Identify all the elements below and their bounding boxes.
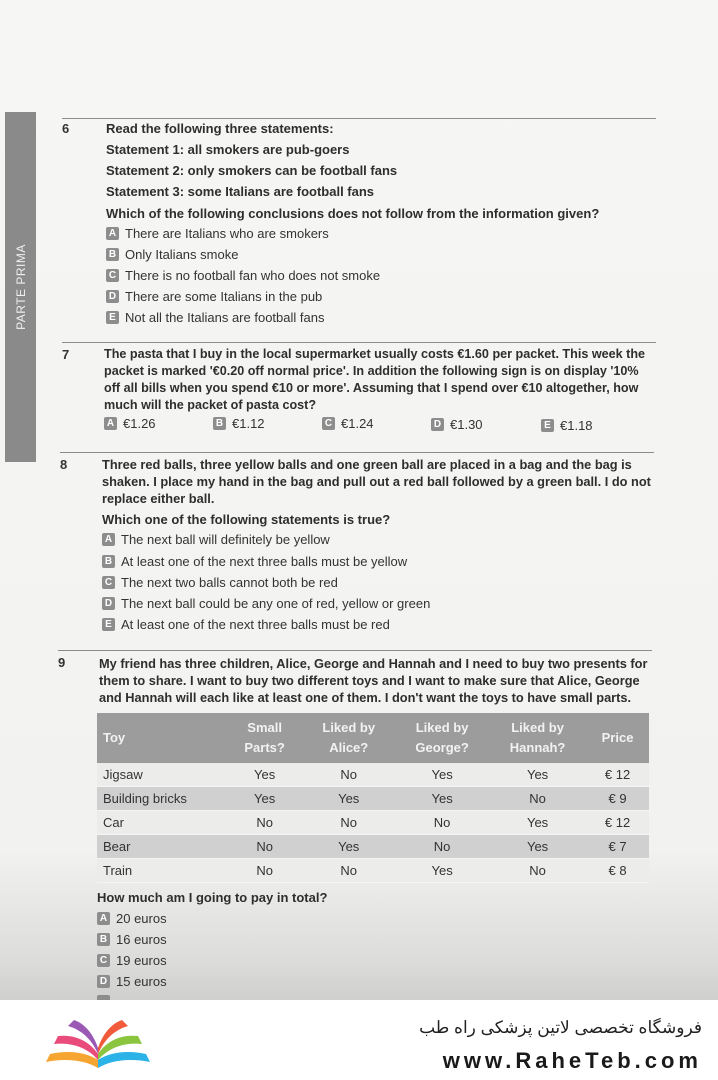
option-letter-badge: D bbox=[431, 418, 444, 431]
table-cell: Yes bbox=[395, 787, 489, 811]
q6-line: Statement 2: only smokers can be football fans bbox=[106, 163, 398, 178]
option-letter-badge: C bbox=[322, 417, 335, 430]
column-header: Small Parts? bbox=[227, 713, 302, 763]
option-text: The next two balls cannot both be red bbox=[121, 575, 338, 590]
column-header: Toy bbox=[97, 713, 227, 763]
table-cell: Yes bbox=[302, 835, 395, 859]
answer-option[interactable] bbox=[97, 911, 167, 926]
option-text: €1.18 bbox=[560, 418, 593, 433]
answer-option[interactable] bbox=[106, 247, 238, 262]
table-cell: Yes bbox=[395, 859, 489, 883]
q7-line: much will the packet of pasta cost? bbox=[104, 398, 317, 412]
option-text: €1.12 bbox=[232, 416, 265, 431]
table-cell: Car bbox=[97, 811, 227, 835]
answer-option[interactable] bbox=[431, 417, 483, 432]
q6-line: Statement 1: all smokers are pub-goers bbox=[106, 142, 350, 157]
table-cell: Yes bbox=[489, 811, 586, 835]
answer-option[interactable] bbox=[102, 617, 390, 632]
answer-option[interactable] bbox=[106, 310, 324, 325]
table-cell: Jigsaw bbox=[97, 763, 227, 787]
option-letter-badge: E bbox=[106, 311, 119, 324]
option-text: 15 euros bbox=[116, 974, 167, 989]
option-letter-badge: E bbox=[541, 419, 554, 432]
table-cell: No bbox=[395, 811, 489, 835]
table-header-row bbox=[97, 713, 649, 763]
option-letter-badge: D bbox=[106, 290, 119, 303]
table-cell: Building bricks bbox=[97, 787, 227, 811]
table-cell: No bbox=[227, 835, 302, 859]
table-row bbox=[97, 811, 649, 835]
table-cell: Yes bbox=[227, 787, 302, 811]
option-text: Not all the Italians are football fans bbox=[125, 310, 325, 325]
option-text: €1.24 bbox=[341, 416, 374, 431]
answer-option[interactable] bbox=[213, 416, 265, 431]
toys-table bbox=[97, 713, 649, 883]
table-cell: No bbox=[489, 787, 586, 811]
answer-option[interactable] bbox=[106, 289, 322, 304]
answer-option[interactable] bbox=[106, 268, 380, 283]
divider bbox=[60, 452, 654, 453]
question-number: 7 bbox=[62, 347, 70, 362]
question-number: 9 bbox=[58, 655, 66, 670]
table-cell: € 8 bbox=[586, 859, 649, 883]
table-row bbox=[97, 763, 649, 787]
option-letter-badge: B bbox=[106, 248, 119, 261]
q7-line: off all bills when you spend €10 or more'. Assuming that I spend over €10 altogether, how bbox=[104, 381, 639, 395]
answer-option[interactable] bbox=[102, 532, 330, 547]
table-cell: Yes bbox=[302, 787, 395, 811]
side-tab-label: PARTE PRIMA bbox=[13, 244, 28, 330]
q6-line: Read the following three statements: bbox=[106, 121, 334, 136]
option-text: €1.30 bbox=[450, 417, 483, 432]
table-cell: No bbox=[227, 811, 302, 835]
option-text: €1.26 bbox=[123, 416, 156, 431]
store-footer bbox=[0, 1000, 718, 1080]
table-cell: Bear bbox=[97, 835, 227, 859]
answer-option[interactable] bbox=[102, 575, 338, 590]
option-letter-badge: A bbox=[104, 417, 117, 430]
answer-option[interactable] bbox=[102, 554, 407, 569]
q8-line: replace either ball. bbox=[102, 491, 215, 506]
column-header: Price bbox=[586, 713, 649, 763]
option-letter-badge: A bbox=[102, 533, 115, 546]
option-letter-badge: A bbox=[106, 227, 119, 240]
section-side-tab bbox=[5, 112, 36, 462]
q7-line: packet is marked '€0.20 off normal price'. In addition the following sign is on display '10% bbox=[104, 364, 639, 378]
answer-option[interactable] bbox=[97, 974, 167, 989]
table-cell: € 12 bbox=[586, 811, 649, 835]
q7-line: The pasta that I buy in the local supermarket usually costs €1.60 per packet. This week the bbox=[104, 347, 646, 361]
q9-line: them to share. I want to buy two different toys and I want to make sure that Alice, George bbox=[99, 673, 640, 688]
option-text: 19 euros bbox=[116, 953, 167, 968]
table-cell: € 9 bbox=[586, 787, 649, 811]
option-letter-badge: B bbox=[102, 555, 115, 568]
option-text: The next ball could be any one of red, yellow or green bbox=[121, 596, 431, 611]
divider bbox=[62, 342, 656, 343]
column-header: Liked by Alice? bbox=[302, 713, 395, 763]
table-cell: No bbox=[489, 859, 586, 883]
option-text: Only Italians smoke bbox=[125, 247, 239, 262]
option-text: At least one of the next three balls must be yellow bbox=[121, 554, 408, 569]
option-text: At least one of the next three balls must be red bbox=[121, 617, 390, 632]
answer-option[interactable] bbox=[322, 416, 374, 431]
table-cell: € 7 bbox=[586, 835, 649, 859]
option-text: The next ball will definitely be yellow bbox=[121, 532, 330, 547]
question-number: 8 bbox=[60, 457, 68, 472]
column-header: Liked by George? bbox=[395, 713, 489, 763]
table-cell: Train bbox=[97, 859, 227, 883]
table-row bbox=[97, 787, 649, 811]
answer-option[interactable] bbox=[541, 418, 593, 433]
answer-option[interactable] bbox=[106, 226, 329, 241]
open-book-logo-icon bbox=[40, 1014, 156, 1072]
store-url[interactable]: www.RaheTeb.com bbox=[442, 1048, 702, 1073]
divider bbox=[62, 118, 656, 119]
option-letter-badge: C bbox=[102, 576, 115, 589]
table-row bbox=[97, 859, 649, 883]
q9-question: How much am I going to pay in total? bbox=[97, 890, 328, 905]
q8-line: Three red balls, three yellow balls and one green ball are placed in a bag and the bag is bbox=[102, 457, 632, 472]
answer-option[interactable] bbox=[97, 932, 167, 947]
question-number: 6 bbox=[62, 121, 70, 136]
column-header: Liked by Hannah? bbox=[489, 713, 586, 763]
q6-line: Statement 3: some Italians are football fans bbox=[106, 184, 375, 199]
option-letter-badge: D bbox=[102, 597, 115, 610]
option-letter-badge: B bbox=[97, 933, 110, 946]
q8-line: shaken. I place my hand in the bag and pull out a red ball followed by a green ball. I do not bbox=[102, 474, 651, 489]
answer-option[interactable] bbox=[102, 596, 430, 611]
answer-option[interactable] bbox=[104, 416, 156, 431]
table-cell: No bbox=[302, 811, 395, 835]
table-row bbox=[97, 835, 649, 859]
option-letter-badge: B bbox=[213, 417, 226, 430]
table-cell: No bbox=[302, 763, 395, 787]
store-name: فروشگاه تخصصی لاتین پزشکی راه طب bbox=[419, 1018, 702, 1037]
divider bbox=[58, 650, 652, 651]
option-text: There are Italians who are smokers bbox=[125, 226, 329, 241]
table-cell: Yes bbox=[489, 763, 586, 787]
table-cell: Yes bbox=[395, 763, 489, 787]
table-cell: € 12 bbox=[586, 763, 649, 787]
q9-line: and Hannah will each like at least one of them. I don't want the toys to have small parts. bbox=[99, 690, 632, 705]
table-cell: No bbox=[395, 835, 489, 859]
table-cell: Yes bbox=[227, 763, 302, 787]
option-letter-badge: E bbox=[102, 618, 115, 631]
table-cell: Yes bbox=[489, 835, 586, 859]
q9-line: My friend has three children, Alice, George and Hannah and I need to buy two presents for bbox=[99, 656, 648, 671]
q8-line: Which one of the following statements is true? bbox=[102, 512, 391, 527]
table-cell: No bbox=[302, 859, 395, 883]
q6-line: Which of the following conclusions does not follow from the information given? bbox=[106, 206, 600, 221]
option-text: 16 euros bbox=[116, 932, 167, 947]
option-text: 20 euros bbox=[116, 911, 167, 926]
option-text: There is no football fan who does not smoke bbox=[125, 268, 381, 283]
table-cell: No bbox=[227, 859, 302, 883]
option-letter-badge: A bbox=[97, 912, 110, 925]
option-letter-badge: C bbox=[97, 954, 110, 967]
option-letter-badge: C bbox=[106, 269, 119, 282]
option-letter-badge: D bbox=[97, 975, 110, 988]
answer-option[interactable] bbox=[97, 953, 167, 968]
option-text: There are some Italians in the pub bbox=[125, 289, 323, 304]
